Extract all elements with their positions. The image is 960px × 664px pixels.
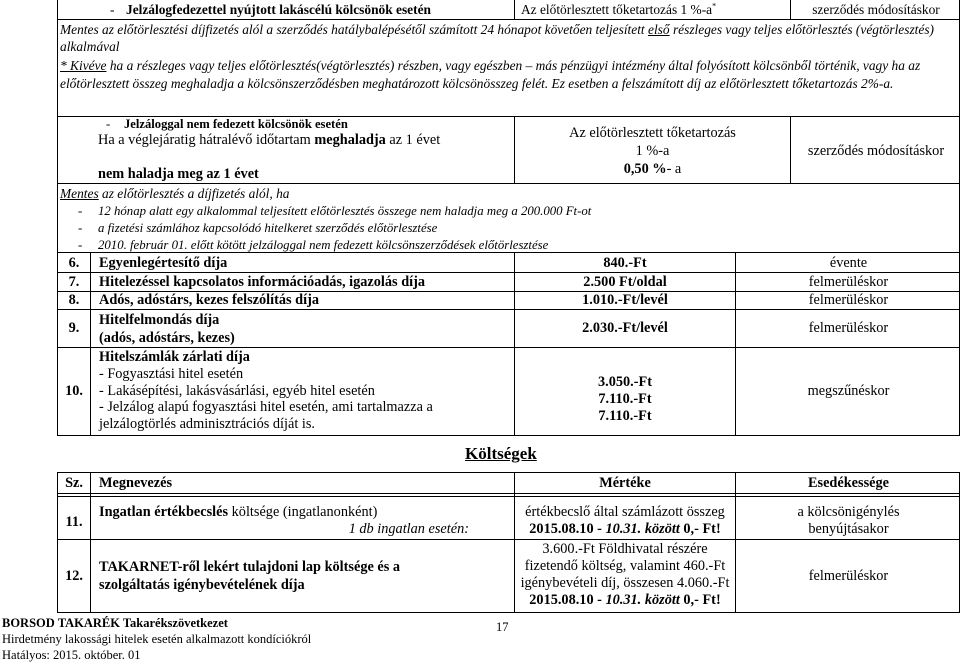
row12-when: felmerüléskor bbox=[808, 568, 889, 584]
row1-when: szerződés módosításkor bbox=[812, 2, 940, 17]
row8-no: 8. bbox=[68, 292, 80, 308]
row9-name: Hitelfelmondás díja (adós, adóstárs, kezes) bbox=[99, 312, 235, 346]
row2-label: Jelzáloggal nem fedezett kölcsönök esetén bbox=[124, 117, 348, 131]
footer-effective: Hatályos: 2015. október. 01 bbox=[2, 648, 141, 662]
row1-dash: - bbox=[110, 2, 115, 17]
exempt-bullets: - 12 hónap alatt egy alkalommal teljesített előtörlesztés összege nem haladja meg a 200.000 Ft-ot - a fizetési számlához kapcsolódó hitelkeret szerződés előtörlesztése - 2010. február 01. előtt kötött jelzáloggal nem fedezett kölcsönszerződések előtörlesztése bbox=[78, 204, 592, 252]
row2-when: szerződés módosításkor bbox=[807, 143, 945, 159]
row12-no: 12. bbox=[65, 568, 83, 584]
row7-name: Hitelezéssel kapcsolatos információadás, igazolás díja bbox=[99, 274, 426, 290]
header-amount: Mértéke bbox=[599, 475, 651, 491]
row7-no: 7. bbox=[68, 274, 80, 290]
row9-amount: 2.030.-Ft/levél bbox=[582, 320, 668, 336]
row9-when: felmerüléskor bbox=[808, 320, 889, 336]
row11-no: 11. bbox=[65, 514, 83, 530]
row10-amounts: 3.050.-Ft 7.110.-Ft 7.110.-Ft bbox=[598, 374, 652, 424]
row11-amount: értékbecslő által számlázott összeg 2015.08.10 - 10.31. között 0,- Ft! bbox=[525, 504, 725, 537]
header-when: Esedékessége bbox=[807, 475, 889, 491]
fees-table bbox=[57, 253, 960, 436]
row6-no: 6. bbox=[68, 255, 80, 271]
row10-name: Hitelszámlák zárlati díja - Fogyasztási hitel esetén - Lakásépítési, lakásvásárlási, egyéb hitel esetén - Jelzálog alapú fogyasztási hitel esetén, ami tartalmazza a jelzálogtörlés adminisztrációs díját is. bbox=[99, 349, 433, 433]
costs-title: Költségek bbox=[465, 444, 537, 463]
row2-condition-1: Ha a véglejáratig hátralévő időtartam meghaladja az 1 évet bbox=[98, 132, 441, 148]
row7-amount: 2.500 Ft/oldal bbox=[583, 274, 667, 290]
row6-when: évente bbox=[829, 255, 868, 271]
header-name: Megnevezés bbox=[99, 475, 173, 491]
row12-amount: 3.600.-Ft Földhivatal részére fizetendő költség, valamint 460.-Ft igénybevételi díj, összesen 4.060.-Ft 2015.08.10 - 10.31. között 0,- Ft! bbox=[520, 541, 730, 608]
row2-dash: - bbox=[106, 117, 111, 131]
row8-amount: 1.010.-Ft/levél bbox=[582, 292, 668, 308]
row12-name: TAKARNET-ről lekért tulajdoni lap költsége és a szolgáltatás igénybevételének díja bbox=[99, 559, 401, 593]
row9-no: 9. bbox=[68, 320, 80, 336]
page-number: 17 bbox=[496, 620, 509, 634]
row1-fee: Az előtörlesztett tőketartozás 1 %-a* bbox=[521, 1, 717, 17]
costs-table bbox=[57, 472, 960, 613]
row11-name: Ingatlan értékbecslés költsége (ingatlanonként) 1 db ingatlan esetén: bbox=[99, 504, 469, 537]
row6-amount: 840.-Ft bbox=[603, 255, 647, 271]
row1-label: Jelzálogfedezettel nyújtott lakáscélú kölcsönök esetén bbox=[126, 2, 431, 17]
footer-company: BORSOD TAKARÉK Takarékszövetkezet bbox=[2, 616, 228, 630]
row8-name: Adós, adóstárs, kezes felszólítás díja bbox=[99, 292, 320, 308]
footer bbox=[2, 615, 311, 663]
footer-notice: Hirdetmény lakossági hitelek esetén alkalmazott kondíciókról bbox=[2, 632, 312, 646]
exempt-text-2: Mentes az előtörlesztés a díjfizetés alól, ha bbox=[60, 186, 290, 201]
row2-condition-2: nem haladja meg az 1 évet bbox=[98, 166, 259, 182]
row10-when: megszűnéskor bbox=[807, 383, 890, 399]
row10-no: 10. bbox=[65, 383, 83, 399]
row7-when: felmerüléskor bbox=[808, 274, 889, 290]
exception-note: * Kivéve ha a részleges vagy teljes előtörlesztés(végtörlesztés) részben, vagy egészben – más pénzügyi intézmény által folyósított kölcsönből történik, vagy ha az előtörlesztett összeg meghaladja a kölcsönszerződésben meghatározott kölcsönösszeg felét. Ez esetben a felszámított díj az előtörlesztett tőketartozás 2%-a. bbox=[60, 58, 921, 91]
header-no: Sz. bbox=[65, 475, 83, 491]
row11-when: a kölcsönigénylés benyújtásakor bbox=[797, 504, 900, 537]
row2-fee: Az előtörlesztett tőketartozás 1 %-a 0,50 %- a bbox=[569, 125, 736, 177]
prepayment-block bbox=[57, 0, 960, 253]
exempt-text-1: Mentes az előtörlesztési díjfizetés alól a szerződés hatálybalépésétől számított 24 hónapot követően teljesített első részleges vagy teljes előtörlesztés (végtörlesztés) alkalmával bbox=[60, 22, 935, 54]
row8-when: felmerüléskor bbox=[808, 292, 889, 308]
row6-name: Egyenlegértesítő díja bbox=[99, 255, 228, 271]
